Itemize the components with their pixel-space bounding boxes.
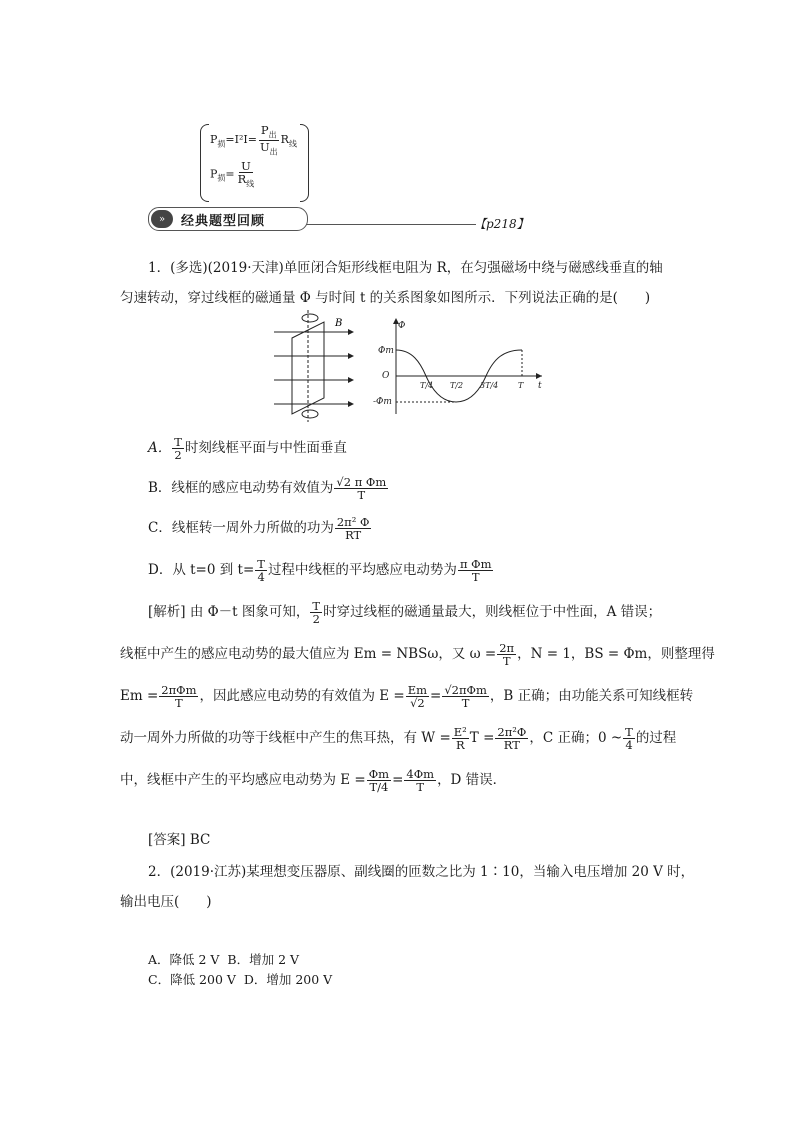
q1-analysis-line-4: 动一周外力所做的功等于线框中产生的焦耳热，有 W = $\frac{\text{E²}}{R}$ T = $\frac{\text{2π²Φ}}{RT}$ ，C 正确；0 ~ $\frac{T}{4}$ 的过程	[120, 725, 677, 753]
q2-option-c: C．降低 200 V	[148, 972, 236, 987]
tick-t: T	[518, 381, 524, 390]
q1-stem-line-2: 匀速转动，穿过线框的磁通量 Φ 与时间 t 的关系图象如图所示．下列说法正确的是( )	[120, 290, 651, 306]
q1-answer: [答案] BC	[148, 832, 211, 848]
q1-analysis-line-3: Em = $\frac{\text{2πΦm}}{T}$ ，因此感应电动势的有效值为 E = $\frac{Em}{√2}$ = $\frac{\text{√2πΦm}}{T}$ ，B 正确；由功能关系可知线框转	[120, 683, 694, 711]
banner-rule	[306, 224, 476, 225]
section-title: 经典题型回顾	[181, 213, 266, 229]
phi-max-label: Φm	[378, 346, 394, 356]
q1-analysis-line-5: 中，线框中产生的平均感应电动势为 E = $\frac{\Phi m}{T/4}$ = $\frac{4\Phi m}{T}$ ，D 错误．	[120, 767, 507, 795]
tick-t2: T/2	[450, 381, 464, 390]
formula-line-2: $P_损=$ $\frac{U}{R_线}$	[210, 159, 255, 189]
section-banner	[148, 207, 308, 231]
phi-t-graph	[368, 318, 548, 418]
t-axis-label: t	[538, 381, 542, 391]
q1-option-b: B．线框的感应电动势有效值为 $\frac{\text{√2 π Φm}}{T}$	[148, 475, 387, 503]
q2-option-b: B．增加 2 V	[227, 952, 300, 967]
q2-options-row-1	[148, 950, 299, 968]
coil-diagram	[268, 310, 358, 422]
q2-option-d: D．增加 200 V	[243, 972, 333, 987]
chevron-double-icon: »	[151, 210, 173, 228]
q1-analysis-line-2: 线框中产生的感应电动势的最大值应为 Em = NBSω，又 ω = $\frac{2\pi}{T}$ ，N = 1，BS = Φm，则整理得	[120, 641, 715, 669]
origin-label: O	[382, 371, 390, 381]
q2-options-row-2	[148, 970, 332, 988]
phi-min-label: -Φm	[373, 397, 392, 407]
q2-stem-line-2: 输出电压( )	[120, 894, 212, 910]
phi-axis-label: Φ	[398, 321, 406, 331]
q1-analysis-line-1: [解析] 由 Φ－t 图象可知， $\frac{T}{2}$ 时穿过线框的磁通量最大，则线框位于中性面，A 错误；	[148, 599, 662, 627]
tick-t4: T/4	[420, 381, 434, 390]
q1-option-a: A． $\frac{T}{2}$ 时刻线框平面与中性面垂直	[148, 435, 347, 463]
page-reference: 【p218】	[474, 217, 529, 231]
q1-option-c: C．线框转一周外力所做的功为 $\frac{\text{2π² Φ}}{RT}$	[148, 515, 370, 543]
formula-line-1: $P_损=I^2I=$ $\frac{P_出}{U_出}$ $R_线$	[210, 123, 297, 156]
tick-3t4: 3T/4	[480, 381, 499, 390]
q1-option-d: D．从 t=0 到 t= $\frac{T}{4}$ 过程中线框的平均感应电动势为 $\frac{\text{π Φm}}{T}$	[148, 557, 492, 585]
field-b-label: B	[335, 318, 343, 329]
q1-stem-line-1: 1．(多选)(2019·天津)单匝闭合矩形线框电阻为 R，在匀强磁场中绕与磁感线垂直的轴	[148, 260, 663, 276]
q2-stem-line-1: 2．(2019·江苏)某理想变压器原、副线圈的匝数之比为 1∶10，当输入电压增加 20 V 时，	[148, 864, 695, 880]
q2-option-a: A．降低 2 V	[148, 952, 220, 967]
